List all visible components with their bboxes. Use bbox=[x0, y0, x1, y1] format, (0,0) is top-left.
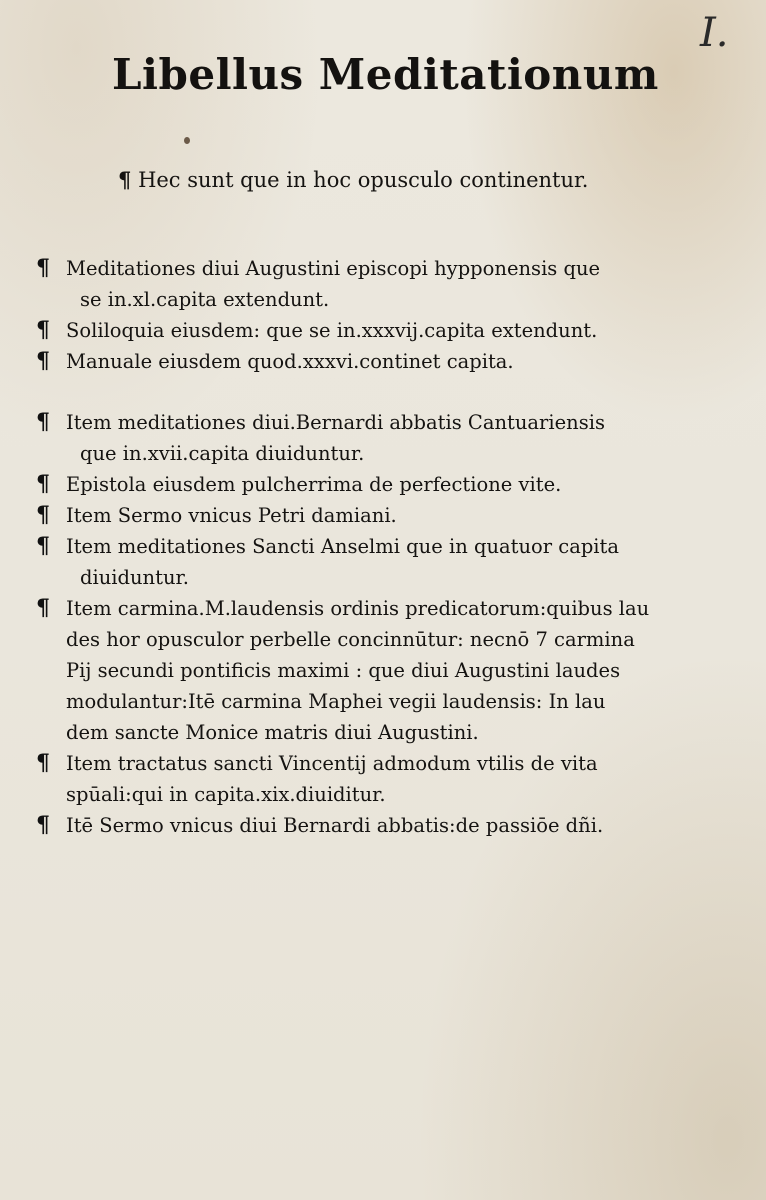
pilcrow-mark: ¶ bbox=[36, 471, 50, 497]
entry-line: Itē Sermo vnicus diui Bernardi abbatis:de passiōe dñi. bbox=[66, 814, 604, 837]
list-item bbox=[36, 253, 696, 315]
list-item bbox=[36, 315, 696, 346]
list-item bbox=[36, 810, 696, 841]
pilcrow-mark: ¶ bbox=[36, 812, 50, 838]
entry-line: des hor opusculor perbelle concinnūtur: necnō 7 carmina bbox=[66, 628, 635, 651]
contents-list bbox=[36, 253, 696, 841]
entry-line: Soliloquia eiusdem: que se in.xxxvij.capita extendunt. bbox=[66, 319, 598, 342]
folio-number: I. bbox=[700, 10, 729, 56]
entry-line: se in.xl.capita extendunt. bbox=[80, 288, 330, 311]
entry-line: Manuale eiusdem quod.xxxvi.continet capita. bbox=[66, 350, 514, 373]
section-gap bbox=[36, 377, 696, 407]
pilcrow-mark: ¶ bbox=[36, 595, 50, 621]
pilcrow-mark: ¶ bbox=[36, 409, 50, 435]
entry-line: Item tractatus sancti Vincentij admodum vtilis de vita bbox=[66, 752, 598, 775]
ink-speck bbox=[184, 137, 190, 144]
entry-line: Item carmina.M.laudensis ordinis predicatorum:quibus lau bbox=[66, 597, 650, 620]
list-item bbox=[36, 500, 696, 531]
pilcrow-mark: ¶ bbox=[36, 750, 50, 776]
entry-line: dem sancte Monice matris diui Augustini. bbox=[66, 721, 479, 744]
entry-line: spūali:qui in capita.xix.diuiditur. bbox=[66, 783, 386, 806]
entry-line: Item meditationes Sancti Anselmi que in quatuor capita bbox=[66, 535, 620, 558]
list-item bbox=[36, 593, 696, 748]
entry-line: modulantur:Itē carmina Maphei vegii laudensis: In lau bbox=[66, 690, 606, 713]
pilcrow-mark: ¶ bbox=[36, 502, 50, 528]
pilcrow-mark: ¶ bbox=[36, 533, 50, 559]
entry-line: Meditationes diui Augustini episcopi hypponensis que bbox=[66, 257, 601, 280]
entry-line: Epistola eiusdem pulcherrima de perfectione vite. bbox=[66, 473, 562, 496]
list-item bbox=[36, 469, 696, 500]
subtitle bbox=[118, 167, 638, 192]
pilcrow-mark: ¶ bbox=[36, 255, 50, 281]
subtitle-mark: ¶ bbox=[118, 167, 132, 192]
list-item bbox=[36, 346, 696, 377]
entry-line: Pij secundi pontificis maximi : que diui Augustini laudes bbox=[66, 659, 621, 682]
list-item bbox=[36, 407, 696, 469]
pilcrow-mark: ¶ bbox=[36, 317, 50, 343]
subtitle-text: Hec sunt que in hoc opusculo continentur. bbox=[138, 168, 589, 192]
list-item bbox=[36, 531, 696, 593]
entry-line: Item meditationes diui.Bernardi abbatis Cantuariensis bbox=[66, 411, 605, 434]
entry-line: Item Sermo vnicus Petri damiani. bbox=[66, 504, 397, 527]
entry-line: que in.xvii.capita diuiduntur. bbox=[80, 442, 365, 465]
list-item bbox=[36, 748, 696, 810]
entry-line: diuiduntur. bbox=[80, 566, 189, 589]
pilcrow-mark: ¶ bbox=[36, 348, 50, 374]
page-title: Libellus Meditationum bbox=[112, 50, 659, 99]
